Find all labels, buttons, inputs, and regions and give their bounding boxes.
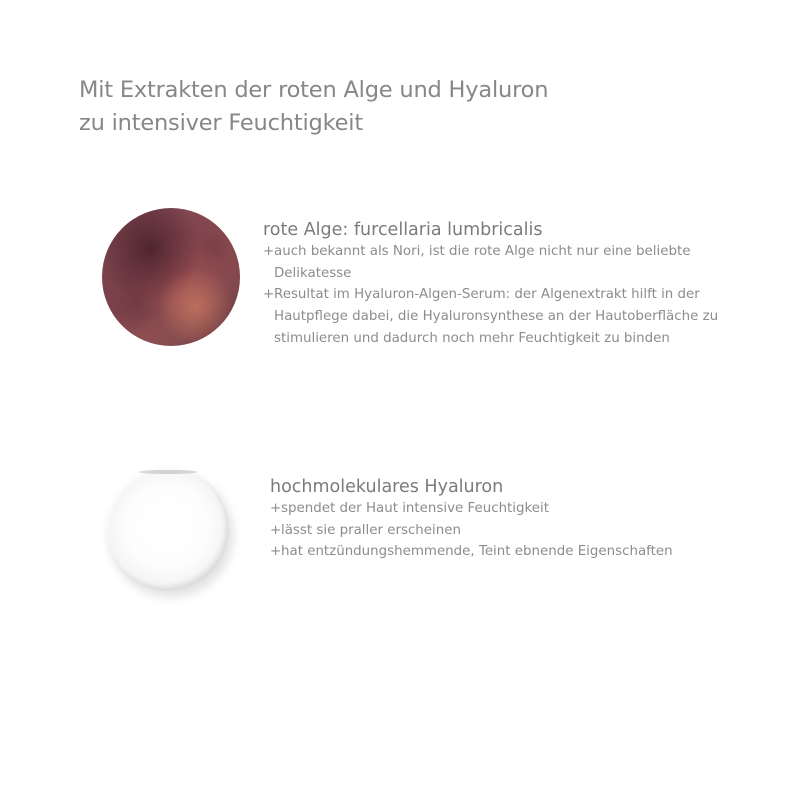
bullet-symbol: +: [270, 544, 282, 560]
feature-point-text: spendet der Haut intensive Feuchtigkeit: [281, 501, 550, 516]
feature-point: [270, 520, 790, 542]
headline-line-1: Mit Extrakten der roten Alge und Hyaluron: [79, 77, 549, 103]
bullet-symbol: +: [270, 501, 282, 516]
hyaluron-droplet-image: [105, 467, 229, 591]
red-algae-image: [102, 208, 240, 346]
feature-title: rote Alge: furcellaria lumbricalis: [263, 220, 543, 240]
feature-point-text: lässt sie praller erscheinen: [281, 522, 461, 538]
feature-points: [263, 241, 733, 350]
headline-line-2: zu intensiver Feuchtigkeit: [79, 110, 363, 136]
feature-point-text: hat entzündungshemmende, Teint ebnende Eigenschaften: [281, 544, 673, 560]
feature-points: [270, 498, 790, 563]
bullet-symbol: +: [270, 522, 282, 538]
feature-point-text: auch bekannt als Nori, ist die rote Alge nicht nur eine beliebte Delikatesse: [274, 244, 691, 281]
feature-point: [263, 284, 733, 349]
bullet-symbol: +: [263, 287, 275, 303]
bullet-symbol: +: [263, 244, 275, 259]
feature-point: [270, 541, 790, 563]
feature-point-text: Resultat im Hyaluron-Algen-Serum: der Algenextrakt hilft in der Hautpflege dabei, die Hyaluronsynthese an der Hautoberfläche zu stimulieren und dadurch noch mehr Feuchtigkeit zu binden: [274, 287, 719, 346]
headline: [79, 74, 699, 140]
feature-point: [263, 241, 733, 284]
feature-title: hochmolekulares Hyaluron: [270, 477, 504, 497]
feature-point: [270, 498, 790, 520]
